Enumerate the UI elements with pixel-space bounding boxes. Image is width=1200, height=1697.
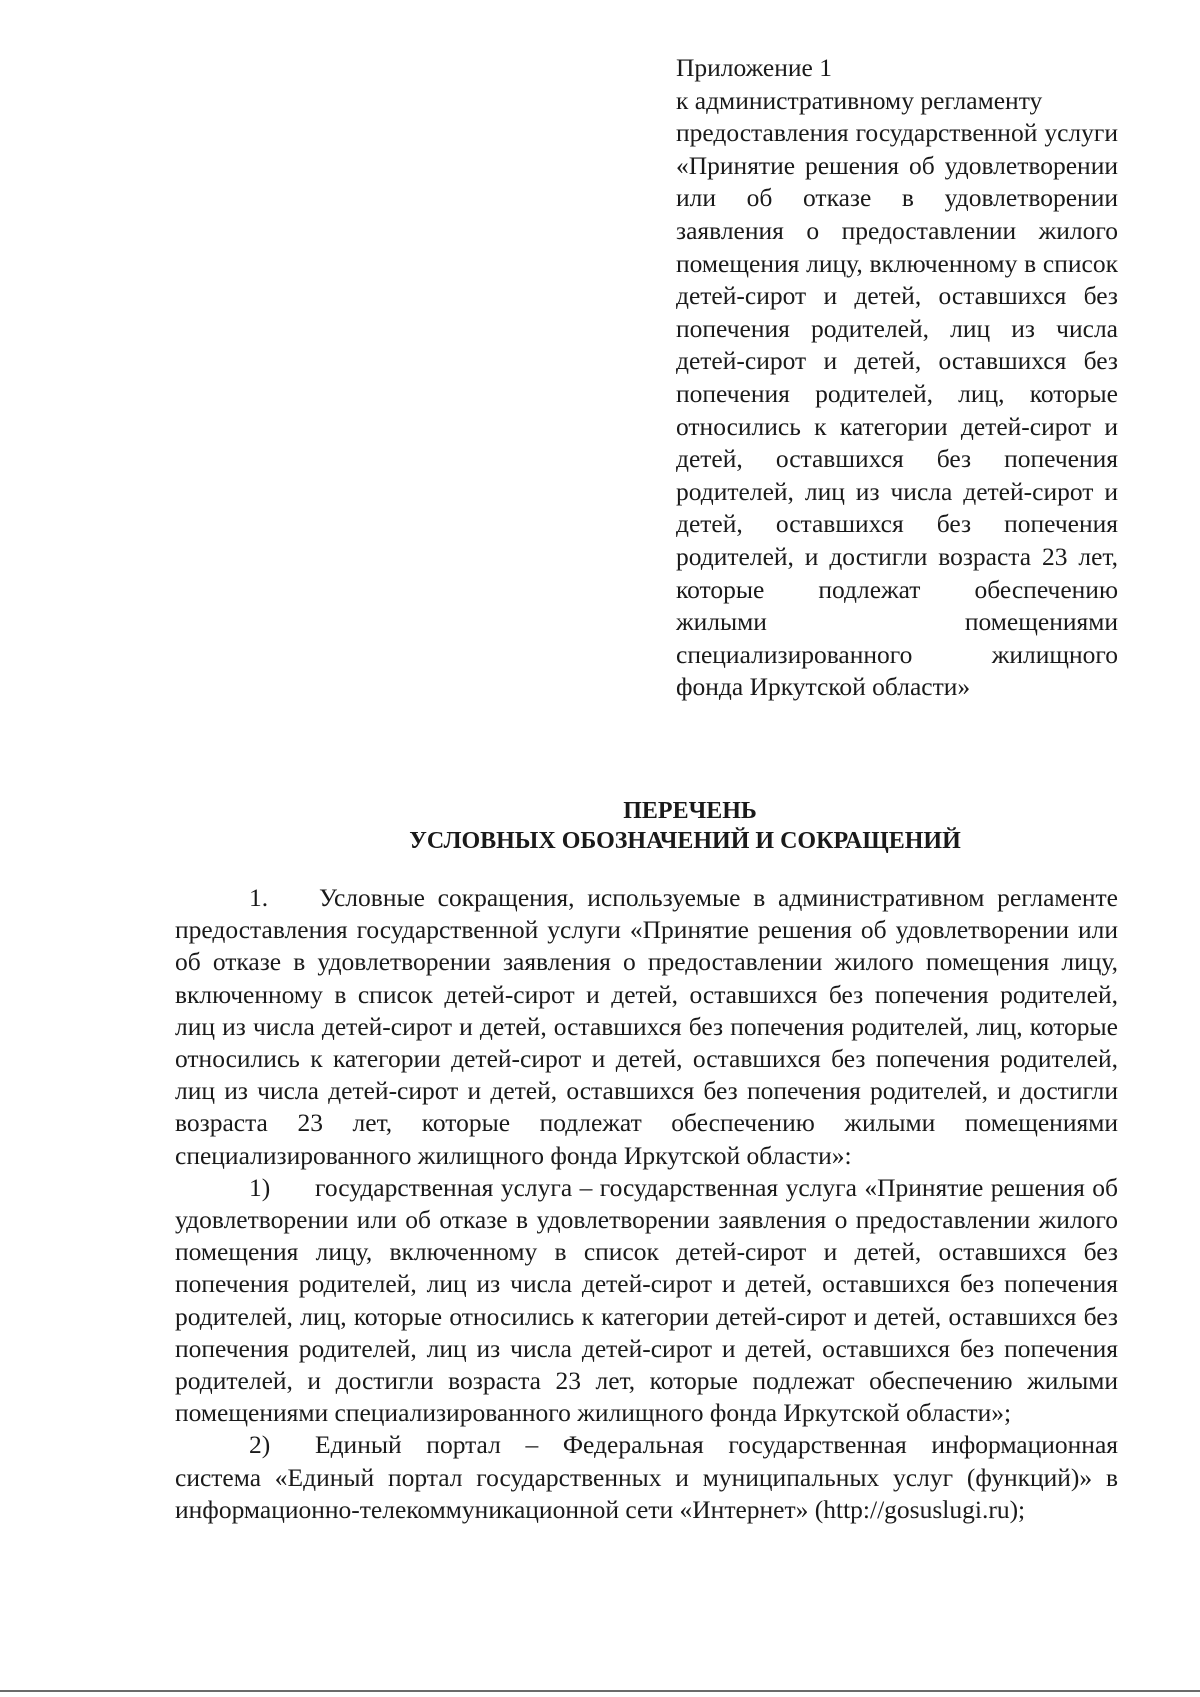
paragraph-number: 1. xyxy=(249,883,269,912)
appendix-regulation-title: предоставления государственной услуги «Принятие решения об удовлетворении или об отказе в удовлетворении заявления о предоставлении жилого помещения лицу, включенному в список детей-сирот и детей, оставшихся без попечения родителей, лиц из числа детей-сирот и детей, оставшихся без попечения родителей, лиц, которые относились к категории детей-сирот и детей, оставшихся без попечения родителей, лиц из числа детей-сирот и детей, оставшихся без попечения родителей, и достигли возраста 23 лет, которые подлежат обеспечению жилыми помещениями специализированного жилищного фонда Иркутской области» xyxy=(676,118,1118,702)
appendix-header xyxy=(676,52,1118,704)
document-body xyxy=(175,882,1118,1526)
appendix-label: Приложение 1 xyxy=(676,53,832,82)
paragraph-number: 1) xyxy=(249,1172,271,1202)
document-title xyxy=(0,796,1200,856)
scan-edge-line xyxy=(0,1690,1200,1692)
paragraph-text: Единый портал – Федеральная государственная информационная система «Единый портал государственных и муниципальных услуг (функций)» в информационно-телекоммуникационной сети «Интернет» (http://gosuslugi.ru); xyxy=(175,1430,1118,1524)
title-line-1: ПЕРЕЧЕНЬ xyxy=(623,798,757,824)
appendix-reference: к административному регламенту xyxy=(676,85,1043,115)
paragraph-item-1 xyxy=(175,1172,1118,1430)
paragraph-text: государственная услуга – государственная услуга «Принятие решения об удовлетворении или об отказе в удовлетворении заявления о предоставлении жилого помещения лицу, включенному в список детей-сирот и детей, оставшихся без попечения родителей, лиц из числа детей-сирот и детей, оставшихся без попечения родителей, лиц, которые относились к категории детей-сирот и детей, оставшихся без попечения родителей, лиц из числа детей-сирот и детей, оставшихся без попечения родителей, и достигли возраста 23 лет, которые подлежат обеспечению жилыми помещениями специализированного жилищного фонда Иркутской области»; xyxy=(175,1172,1118,1428)
paragraph-1 xyxy=(175,882,1118,1172)
title-line-2: УСЛОВНЫХ ОБОЗНАЧЕНИЙ И СОКРАЩЕНИЙ xyxy=(409,828,961,854)
paragraph-item-2 xyxy=(175,1429,1118,1526)
paragraph-text: Условные сокращения, используемые в административном регламенте предоставления государственной услуги «Принятие решения об удовлетворении или об отказе в удовлетворении заявления о предоставлении жилого помещения лицу, включенному в список детей-сирот и детей, оставшихся без попечения родителей, лиц из числа детей-сирот и детей, оставшихся без попечения родителей, лиц, которые относились к категории детей-сирот и детей, оставшихся без попечения родителей, лиц из числа детей-сирот и детей, оставшихся без попечения родителей, и достигли возраста 23 лет, которые подлежат обеспечению жилыми помещениями специализированного жилищного фонда Иркутской области»: xyxy=(175,883,1118,1170)
paragraph-number: 2) xyxy=(249,1430,271,1460)
